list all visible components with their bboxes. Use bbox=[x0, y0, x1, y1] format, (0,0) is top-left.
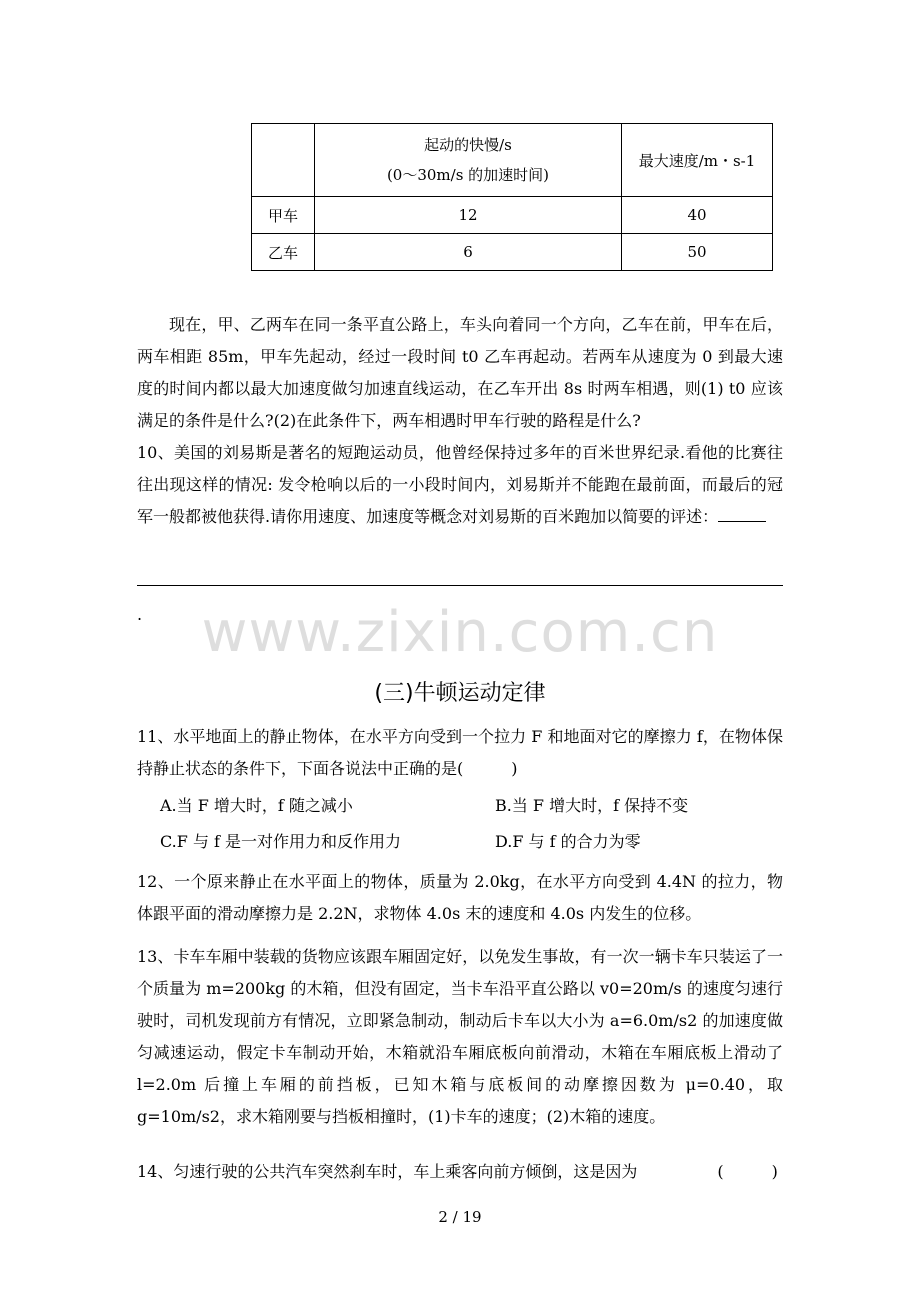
table-row bbox=[252, 234, 773, 271]
question-14: 14、匀速行驶的公共汽车突然刹车时，车上乘客向前方倾倒，这是因为 ( ) bbox=[137, 1162, 778, 1181]
header-vmax-cell: 最大速度/m・s-1 bbox=[622, 124, 773, 197]
question-11-option-a: A.当 F 增大时，f 随之减小 bbox=[160, 796, 353, 815]
watermark: www.zixin.com.cn bbox=[201, 600, 719, 665]
row-vmax-cell: 40 bbox=[622, 197, 773, 234]
row-accel-cell: 6 bbox=[315, 234, 622, 271]
question-11-option-b: B.当 F 增大时，f 保持不变 bbox=[495, 796, 689, 815]
table-row bbox=[252, 197, 773, 234]
answer-blank bbox=[718, 503, 766, 522]
page-number: 2 / 19 bbox=[438, 1208, 482, 1226]
header-accel-line1: 起动的快慢/s bbox=[424, 136, 512, 154]
table-header-row bbox=[252, 124, 773, 197]
question-11-option-d: D.F 与 f 的合力为零 bbox=[495, 832, 641, 851]
question-10-text: 10、美国的刘易斯是著名的短跑运动员，他曾经保持过多年的百米世界纪录.看他的比赛往往出现这样的情况: 发令枪响以后的一小段时间内，刘易斯并不能跑在最前面，而最后的冠军一般都被他获得.请你用速度、加速度等概念对刘易斯的百米跑加以简要的评述： bbox=[137, 443, 783, 526]
question-9-paragraph: 现在，甲、乙两车在同一条平直公路上，车头向着同一个方向，乙车在前，甲车在后，两车相距 85m，甲车先起动，经过一段时间 t0 乙车再起动。若两车从速度为 0 到最大速度的时间内都以最大加速度做匀加速直线运动，在乙车开出 8s 时两车相遇，则(1) t0 应该满足的条件是什么?(2)在此条件下，两车相遇时甲车行驶的路程是什么? bbox=[137, 315, 783, 430]
section-title: (三)牛顿运动定律 bbox=[374, 681, 546, 706]
answer-line bbox=[137, 585, 783, 586]
question-12: 12、一个原来静止在水平面上的物体，质量为 2.0kg，在水平方向受到 4.4N 的拉力，物体跟平面的滑动摩擦力是 2.2N，求物体 4.0s 末的速度和 4.0s 内发生的位移。 bbox=[137, 872, 783, 923]
period-mark: . bbox=[137, 605, 143, 624]
table-corner-cell bbox=[252, 124, 315, 197]
header-accel-cell bbox=[315, 124, 622, 197]
question-11-stem: 11、水平地面上的静止物体，在水平方向受到一个拉力 F 和地面对它的摩擦力 f，在物体保持静止状态的条件下，下面各说法中正确的是( ) bbox=[137, 727, 783, 778]
row-accel-cell: 12 bbox=[315, 197, 622, 234]
question-10 bbox=[137, 437, 783, 533]
row-vmax-cell: 50 bbox=[622, 234, 773, 271]
row-name-cell: 甲车 bbox=[252, 197, 315, 234]
question-13: 13、卡车车厢中装载的货物应该跟车厢固定好，以免发生事故，有一次一辆卡车只装运了一个质量为 m=200kg 的木箱，但没有固定，当卡车沿平直公路以 v0=20m/s 的速度匀速行驶时，司机发现前方有情况，立即紧急制动，制动后卡车以大小为 a=6.0m/s2 的加速度做匀减速运动，假定卡车制动开始，木箱就沿车厢底板向前滑动，木箱在车厢底板上滑动了 l=2.0m 后撞上车厢的前挡板，已知木箱与底板间的动摩擦因数为 μ=0.40，取 g=10m/s2，求木箱刚要与挡板相撞时，(1)卡车的速度；(2)木箱的速度。 bbox=[137, 947, 783, 1126]
question-11-option-c: C.F 与 f 是一对作用力和反作用力 bbox=[160, 832, 402, 851]
row-name-cell: 乙车 bbox=[252, 234, 315, 271]
vehicle-data-table bbox=[251, 123, 773, 271]
header-accel-line2: (0～30m/s 的加速时间) bbox=[386, 166, 550, 184]
